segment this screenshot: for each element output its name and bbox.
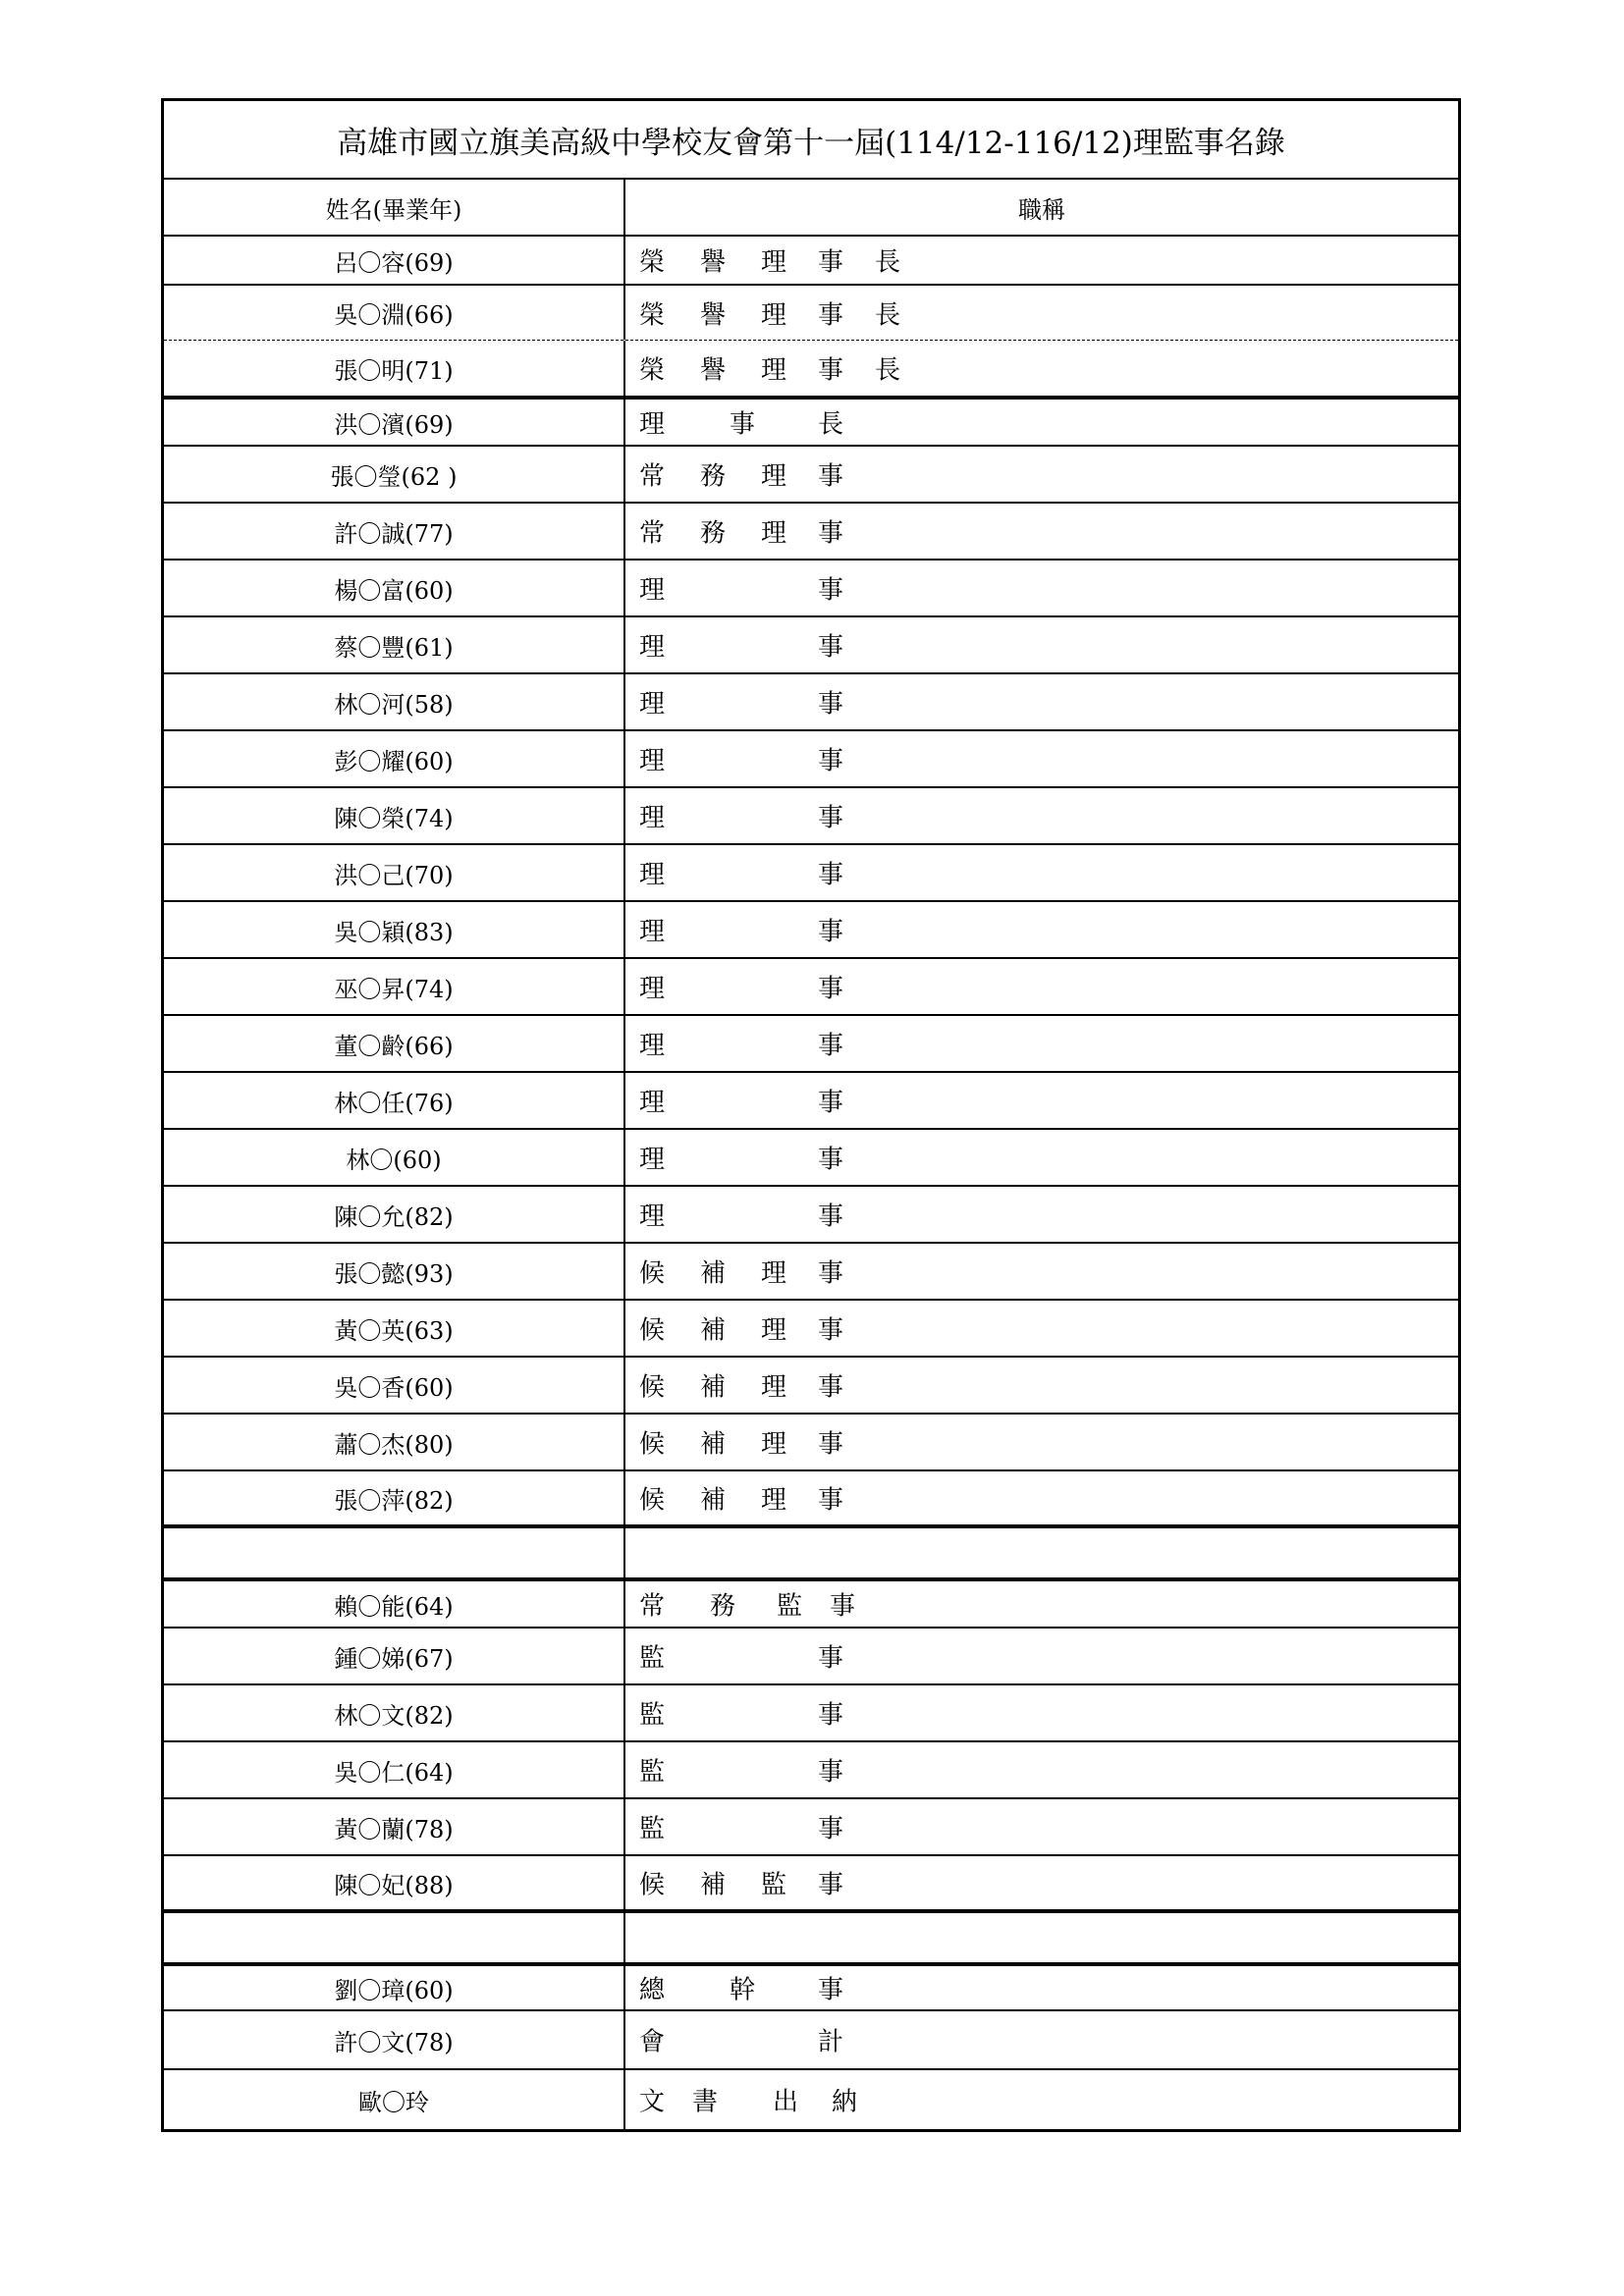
role-character: 常	[639, 461, 666, 492]
role-character: 事	[818, 974, 844, 1004]
role-character: 候	[639, 1315, 666, 1346]
table-row	[164, 504, 1458, 561]
member-role	[625, 674, 1458, 729]
table-header-row	[164, 180, 1458, 237]
member-role	[625, 400, 1458, 445]
role-character: 理	[639, 1031, 666, 1061]
role-character: 事	[818, 1814, 844, 1844]
role-character: 事	[818, 575, 844, 606]
role-character: 理	[761, 355, 787, 386]
table-body	[164, 237, 1458, 2129]
role-character: 補	[700, 1372, 727, 1403]
role-character: 事	[818, 1201, 844, 1232]
role-character: 監	[639, 1814, 666, 1844]
member-name: 林〇任(76)	[164, 1073, 625, 1128]
table-row	[164, 1913, 1458, 1966]
role-character: 事	[818, 689, 844, 720]
table-row	[164, 1685, 1458, 1742]
member-role	[625, 561, 1458, 615]
table-row	[164, 1471, 1458, 1528]
member-role	[625, 286, 1458, 340]
member-name: 林〇文(82)	[164, 1685, 625, 1740]
member-role	[625, 845, 1458, 900]
table-row	[164, 1742, 1458, 1799]
table-row	[164, 341, 1458, 400]
role-character: 理	[761, 1315, 787, 1346]
role-character: 會	[639, 2027, 666, 2057]
table-row	[164, 1187, 1458, 1244]
member-role	[625, 341, 1458, 396]
role-character: 事	[818, 1145, 844, 1175]
role-character: 理	[639, 974, 666, 1004]
member-name: 陳〇榮(74)	[164, 788, 625, 843]
member-role	[625, 959, 1458, 1014]
role-character: 理	[761, 518, 787, 549]
role-character: 事	[818, 1757, 844, 1788]
role-character: 理	[761, 300, 787, 330]
table-row	[164, 1073, 1458, 1130]
table-row	[164, 1130, 1458, 1187]
table-row	[164, 561, 1458, 617]
table-row	[164, 902, 1458, 959]
member-name: 呂〇容(69)	[164, 237, 625, 284]
member-name: 歐〇玲	[164, 2070, 625, 2129]
role-character: 理	[639, 1088, 666, 1118]
member-role	[625, 902, 1458, 957]
member-name: 劉〇璋(60)	[164, 1966, 625, 2009]
member-name: 洪〇己(70)	[164, 845, 625, 900]
member-role	[625, 1358, 1458, 1413]
role-character: 事	[818, 1870, 844, 1900]
member-name: 巫〇昇(74)	[164, 959, 625, 1014]
role-character: 監	[639, 1643, 666, 1674]
member-role	[625, 788, 1458, 843]
member-role	[625, 1966, 1458, 2009]
member-name: 許〇文(78)	[164, 2011, 625, 2068]
role-character: 常	[639, 1591, 666, 1622]
member-name: 彭〇耀(60)	[164, 731, 625, 786]
role-character: 理	[639, 632, 666, 663]
member-role	[625, 1187, 1458, 1242]
member-name: 吳〇香(60)	[164, 1358, 625, 1413]
member-role	[625, 1581, 1458, 1627]
role-character: 長	[875, 300, 901, 330]
role-character: 理	[639, 917, 666, 947]
member-name: 蕭〇杰(80)	[164, 1415, 625, 1469]
table-row	[164, 674, 1458, 731]
table-row	[164, 1244, 1458, 1301]
table-row	[164, 1856, 1458, 1913]
role-character: 候	[639, 1485, 666, 1516]
role-character: 補	[700, 1258, 727, 1289]
role-character: 事	[818, 1372, 844, 1403]
role-character: 事	[818, 1315, 844, 1346]
member-role	[625, 447, 1458, 502]
member-name: 張〇瑩(62 )	[164, 447, 625, 502]
roster-table	[161, 98, 1461, 2132]
header-name: 姓名(畢業年)	[164, 180, 625, 235]
table-row	[164, 1629, 1458, 1685]
table-row	[164, 1528, 1458, 1581]
member-name: 鍾〇娣(67)	[164, 1629, 625, 1683]
role-character: 事	[818, 1258, 844, 1289]
member-role	[625, 1799, 1458, 1854]
member-role	[625, 731, 1458, 786]
member-role	[625, 1856, 1458, 1909]
table-row	[164, 1799, 1458, 1856]
member-name	[164, 1913, 625, 1962]
member-role	[625, 1415, 1458, 1469]
member-name: 林〇(60)	[164, 1130, 625, 1185]
member-name: 董〇齡(66)	[164, 1016, 625, 1071]
table-row	[164, 1581, 1458, 1629]
role-character: 監	[761, 1870, 787, 1900]
role-character: 事	[818, 355, 844, 386]
member-role	[625, 1742, 1458, 1797]
role-character: 事	[818, 917, 844, 947]
role-character: 長	[875, 355, 901, 386]
member-name: 張〇懿(93)	[164, 1244, 625, 1299]
member-name: 吳〇穎(83)	[164, 902, 625, 957]
table-row	[164, 1966, 1458, 2011]
role-character: 事	[730, 409, 756, 440]
table-row	[164, 286, 1458, 341]
header-role: 職稱	[1018, 195, 1065, 224]
member-name: 吳〇淵(66)	[164, 286, 625, 340]
role-character: 監	[777, 1591, 803, 1622]
member-role	[625, 504, 1458, 559]
role-character: 書	[692, 2087, 719, 2117]
role-character: 事	[818, 1429, 844, 1460]
role-character: 事	[830, 1591, 856, 1622]
member-role	[625, 1016, 1458, 1071]
role-character: 理	[639, 803, 666, 833]
member-role	[625, 617, 1458, 672]
role-character: 候	[639, 1372, 666, 1403]
role-character: 文	[639, 2087, 666, 2117]
member-name: 黃〇英(63)	[164, 1301, 625, 1356]
table-row	[164, 1415, 1458, 1471]
member-role	[625, 2070, 1458, 2129]
role-character: 事	[818, 746, 844, 776]
role-character: 補	[700, 1315, 727, 1346]
member-name: 蔡〇豐(61)	[164, 617, 625, 672]
role-character: 事	[818, 300, 844, 330]
member-role	[625, 1301, 1458, 1356]
role-character: 務	[700, 461, 727, 492]
role-character: 事	[818, 1643, 844, 1674]
role-character: 理	[639, 1145, 666, 1175]
role-character: 理	[639, 689, 666, 720]
role-character: 事	[818, 1700, 844, 1731]
role-character: 長	[818, 409, 844, 440]
document-title: 高雄市國立旗美高級中學校友會第十一屆(114/12-116/12)理監事名錄	[164, 101, 1458, 180]
member-name: 張〇明(71)	[164, 341, 625, 396]
role-character: 候	[639, 1429, 666, 1460]
role-character: 候	[639, 1258, 666, 1289]
role-character: 常	[639, 518, 666, 549]
table-row	[164, 959, 1458, 1016]
member-role	[625, 1130, 1458, 1185]
role-character: 事	[818, 1088, 844, 1118]
role-character: 理	[639, 1201, 666, 1232]
member-name: 許〇誠(77)	[164, 504, 625, 559]
role-character: 譽	[700, 247, 727, 278]
member-name: 陳〇妃(88)	[164, 1856, 625, 1909]
role-character: 事	[818, 1031, 844, 1061]
member-name: 張〇萍(82)	[164, 1471, 625, 1524]
table-row	[164, 731, 1458, 788]
member-role	[625, 1244, 1458, 1299]
role-character: 計	[818, 2027, 844, 2057]
role-character: 總	[639, 1975, 666, 2005]
role-character: 事	[818, 1485, 844, 1516]
role-character: 理	[639, 746, 666, 776]
member-role	[625, 1528, 1458, 1577]
member-name: 吳〇仁(64)	[164, 1742, 625, 1797]
table-row	[164, 1301, 1458, 1358]
role-character: 理	[761, 1429, 787, 1460]
role-character: 務	[700, 518, 727, 549]
role-character: 監	[639, 1757, 666, 1788]
role-character: 理	[761, 247, 787, 278]
member-name	[164, 1528, 625, 1577]
role-character: 補	[700, 1870, 727, 1900]
member-name: 陳〇允(82)	[164, 1187, 625, 1242]
table-row	[164, 400, 1458, 447]
table-row	[164, 788, 1458, 845]
role-character: 榮	[639, 247, 666, 278]
table-row	[164, 845, 1458, 902]
role-character: 納	[832, 2087, 858, 2117]
role-character: 譽	[700, 300, 727, 330]
role-character: 理	[761, 461, 787, 492]
role-character: 理	[761, 1258, 787, 1289]
table-row	[164, 1016, 1458, 1073]
member-name: 林〇河(58)	[164, 674, 625, 729]
role-character: 務	[710, 1591, 736, 1622]
role-character: 監	[639, 1700, 666, 1731]
member-name: 洪〇濱(69)	[164, 400, 625, 445]
table-row	[164, 1358, 1458, 1415]
role-character: 理	[761, 1372, 787, 1403]
member-role	[625, 1073, 1458, 1128]
role-character: 補	[700, 1485, 727, 1516]
member-role	[625, 1685, 1458, 1740]
role-character: 長	[875, 247, 901, 278]
role-character: 出	[773, 2087, 799, 2117]
role-character: 幹	[730, 1975, 756, 2005]
role-character: 譽	[700, 355, 727, 386]
role-character: 理	[639, 860, 666, 890]
role-character: 補	[700, 1429, 727, 1460]
table-row	[164, 447, 1458, 504]
member-name: 黃〇蘭(78)	[164, 1799, 625, 1854]
role-character: 事	[818, 860, 844, 890]
table-row	[164, 2011, 1458, 2070]
member-name: 楊〇富(60)	[164, 561, 625, 615]
member-role	[625, 1629, 1458, 1683]
member-role	[625, 1471, 1458, 1524]
role-character: 事	[818, 247, 844, 278]
role-character: 榮	[639, 355, 666, 386]
member-role	[625, 237, 1458, 284]
role-character: 事	[818, 803, 844, 833]
role-character: 事	[818, 461, 844, 492]
role-character: 榮	[639, 300, 666, 330]
role-character: 候	[639, 1870, 666, 1900]
role-character: 事	[818, 518, 844, 549]
member-role	[625, 2011, 1458, 2068]
member-name: 賴〇能(64)	[164, 1581, 625, 1627]
role-character: 事	[818, 1975, 844, 2005]
role-character: 理	[639, 575, 666, 606]
role-character: 理	[639, 409, 666, 440]
role-character: 理	[761, 1485, 787, 1516]
table-row	[164, 2070, 1458, 2129]
member-role	[625, 1913, 1458, 1962]
table-row	[164, 237, 1458, 286]
role-character: 事	[818, 632, 844, 663]
table-row	[164, 617, 1458, 674]
